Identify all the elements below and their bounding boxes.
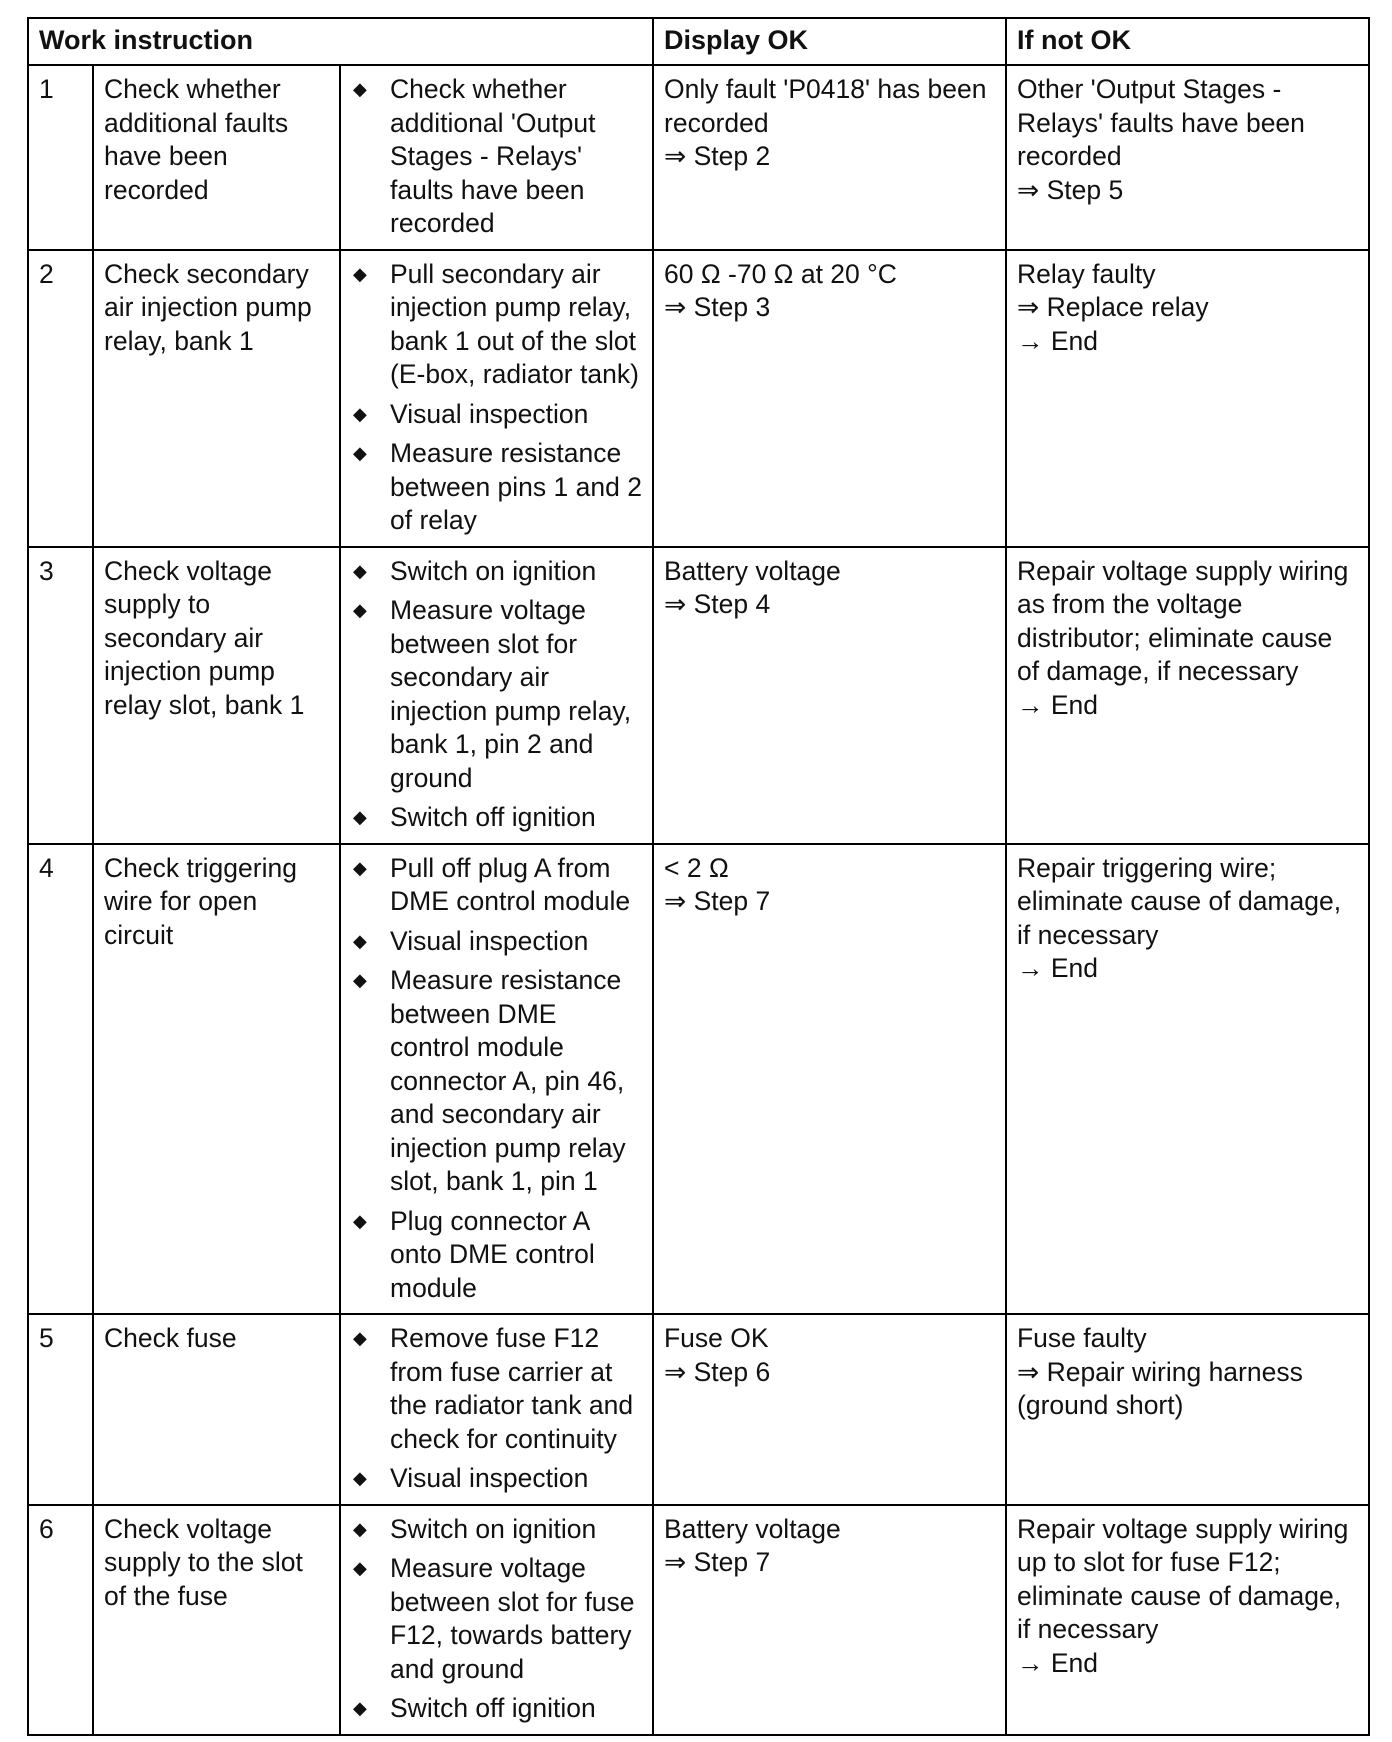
action-text: Switch off ignition xyxy=(390,802,596,832)
action-text: Visual inspection xyxy=(390,925,589,956)
ok-result-text: Battery voltage xyxy=(664,555,841,586)
step-check: Check voltage supply to the slot of the fuse xyxy=(93,1505,340,1735)
action-text: Visual inspection xyxy=(390,1463,589,1493)
step-number: 5 xyxy=(28,1314,93,1505)
diamond-bullet-icon: ◆ xyxy=(353,930,367,951)
table-row-step-3 xyxy=(28,547,1369,844)
action-list xyxy=(351,258,642,538)
diamond-bullet-icon: ◆ xyxy=(353,1518,367,1539)
action-item xyxy=(351,925,642,959)
if-not-ok-cell xyxy=(1006,1314,1369,1505)
step-number: 6 xyxy=(28,1505,93,1735)
action-item xyxy=(351,1462,642,1496)
header-display-ok: Display OK xyxy=(653,18,1006,65)
action-item xyxy=(351,594,642,795)
not-ok-result-text: → End xyxy=(1017,1647,1099,1678)
if-not-ok-cell xyxy=(1006,844,1369,1315)
action-item xyxy=(351,398,642,432)
action-text: Measure resistance between pins 1 and 2 of relay xyxy=(390,438,642,535)
action-text: Pull secondary air injection pump relay, bank 1 out of the slot (E-box, radiator tank) xyxy=(390,258,639,389)
step-check: Check whether additional faults have been recorded xyxy=(93,65,340,250)
ok-result-text: < 2 Ω xyxy=(664,852,729,883)
step-actions xyxy=(340,1314,653,1505)
action-text: Remove fuse F12 from fuse carrier at the radiator tank and check for continuity xyxy=(390,1323,634,1454)
display-ok-cell xyxy=(653,1314,1006,1505)
table-row-step-6 xyxy=(28,1505,1369,1735)
step-check: Check secondary air injection pump relay, bank 1 xyxy=(93,250,340,547)
diamond-bullet-icon: ◆ xyxy=(353,560,367,581)
display-ok-cell xyxy=(653,250,1006,547)
step-check: Check voltage supply to secondary air injection pump relay slot, bank 1 xyxy=(93,547,340,844)
if-not-ok-cell xyxy=(1006,65,1369,250)
if-not-ok-cell xyxy=(1006,250,1369,547)
not-ok-result-text: Relay faulty xyxy=(1017,258,1156,289)
table-row-step-5 xyxy=(28,1314,1369,1505)
if-not-ok-cell xyxy=(1006,547,1369,844)
not-ok-result-text: ⇒ Repair wiring harness (ground short) xyxy=(1017,1356,1303,1420)
step-actions xyxy=(340,844,653,1315)
action-text: Measure resistance between DME control module connector A, pin 46, and secondary air injection pump relay slot, bank 1, pin 1 xyxy=(390,965,626,1196)
action-item xyxy=(351,258,642,392)
not-ok-result-text: → End xyxy=(1017,325,1099,356)
next-step-link: ⇒ Step 7 xyxy=(664,1547,771,1577)
next-step-link: ⇒ Step 6 xyxy=(664,1356,771,1387)
not-ok-result-text: Repair triggering wire; eliminate cause of damage, if necessary xyxy=(1017,852,1342,950)
diamond-bullet-icon: ◆ xyxy=(353,263,367,284)
action-text: Visual inspection xyxy=(390,398,589,429)
action-item xyxy=(351,1513,642,1547)
ok-result-text: Only fault 'P0418' has been recorded xyxy=(664,74,987,138)
display-ok-cell xyxy=(653,547,1006,844)
not-ok-result-text: Repair voltage supply wiring up to slot for fuse F12; eliminate cause of damage, if necessary xyxy=(1017,1513,1349,1644)
not-ok-result-text: Fuse faulty xyxy=(1017,1323,1147,1353)
if-not-ok-cell xyxy=(1006,1505,1369,1735)
action-list xyxy=(351,852,642,1306)
diamond-bullet-icon: ◆ xyxy=(353,1698,367,1718)
header-row xyxy=(28,18,1369,65)
action-list xyxy=(351,1322,642,1496)
table-row-step-4 xyxy=(28,844,1369,1315)
action-list xyxy=(351,73,642,241)
step-actions xyxy=(340,547,653,844)
action-item xyxy=(351,1322,642,1456)
diamond-bullet-icon: ◆ xyxy=(353,1328,367,1348)
next-step-link: ⇒ Step 4 xyxy=(664,589,771,619)
diamond-bullet-icon: ◆ xyxy=(353,79,367,99)
display-ok-cell xyxy=(653,65,1006,250)
step-number: 1 xyxy=(28,65,93,250)
not-ok-result-text: Repair voltage supply wiring as from the voltage distributor; eliminate cause of damage, if necessary xyxy=(1017,555,1349,686)
diamond-bullet-icon: ◆ xyxy=(353,970,367,990)
diamond-bullet-icon: ◆ xyxy=(353,807,367,827)
step-actions xyxy=(340,1505,653,1735)
display-ok-cell xyxy=(653,844,1006,1315)
action-list xyxy=(351,1513,642,1726)
next-step-link: ⇒ Step 2 xyxy=(664,141,771,171)
not-ok-result-text: Other 'Output Stages - Relays' faults have been recorded xyxy=(1017,74,1305,171)
action-text: Measure voltage between slot for fuse F12, towards battery and ground xyxy=(390,1553,635,1684)
step-number: 4 xyxy=(28,844,93,1315)
action-text: Switch on ignition xyxy=(390,555,597,586)
next-step-link: ⇒ Step 3 xyxy=(664,292,771,322)
action-item xyxy=(351,73,642,241)
header-work-instruction: Work instruction xyxy=(28,18,653,65)
ok-result-text: 60 Ω -70 Ω at 20 °C xyxy=(664,258,897,289)
not-ok-result-text: → End xyxy=(1017,689,1099,720)
action-item xyxy=(351,852,642,919)
action-item xyxy=(351,1692,642,1726)
action-item xyxy=(351,1205,642,1306)
action-item xyxy=(351,801,642,835)
table-row-step-1 xyxy=(28,65,1369,250)
action-item xyxy=(351,1552,642,1686)
work-instruction-table xyxy=(27,17,1370,1736)
action-text: Plug connector A onto DME control module xyxy=(390,1205,595,1303)
diamond-bullet-icon: ◆ xyxy=(353,857,367,878)
not-ok-result-text: ⇒ Step 5 xyxy=(1017,174,1124,205)
step-actions xyxy=(340,250,653,547)
table-body xyxy=(28,65,1369,1735)
diamond-bullet-icon: ◆ xyxy=(353,403,367,424)
action-item xyxy=(351,555,642,589)
ok-result-text: Battery voltage xyxy=(664,1513,841,1544)
next-step-link: ⇒ Step 7 xyxy=(664,886,771,916)
header-if-not-ok: If not OK xyxy=(1006,18,1369,65)
ok-result-text: Fuse OK xyxy=(664,1323,769,1353)
action-text: Measure voltage between slot for secondary air injection pump relay, bank 1, pin 2 and ground xyxy=(390,595,632,793)
step-check: Check fuse xyxy=(93,1314,340,1505)
display-ok-cell xyxy=(653,1505,1006,1735)
table-row-step-2 xyxy=(28,250,1369,547)
action-list xyxy=(351,555,642,835)
action-text: Check whether additional 'Output Stages - Relays' faults have been recorded xyxy=(390,74,596,238)
not-ok-result-text: ⇒ Replace relay xyxy=(1017,292,1209,322)
diamond-bullet-icon: ◆ xyxy=(353,443,367,463)
step-actions xyxy=(340,65,653,250)
action-text: Switch on ignition xyxy=(390,1513,597,1544)
action-item xyxy=(351,964,642,1199)
step-number: 3 xyxy=(28,547,93,844)
step-number: 2 xyxy=(28,250,93,547)
action-text: Switch off ignition xyxy=(390,1693,596,1723)
diamond-bullet-icon: ◆ xyxy=(353,600,367,620)
diamond-bullet-icon: ◆ xyxy=(353,1558,367,1578)
step-check: Check triggering wire for open circuit xyxy=(93,844,340,1315)
action-item xyxy=(351,437,642,538)
diamond-bullet-icon: ◆ xyxy=(353,1468,367,1488)
not-ok-result-text: → End xyxy=(1017,953,1099,983)
diamond-bullet-icon: ◆ xyxy=(353,1210,367,1231)
action-text: Pull off plug A from DME control module xyxy=(390,852,631,916)
